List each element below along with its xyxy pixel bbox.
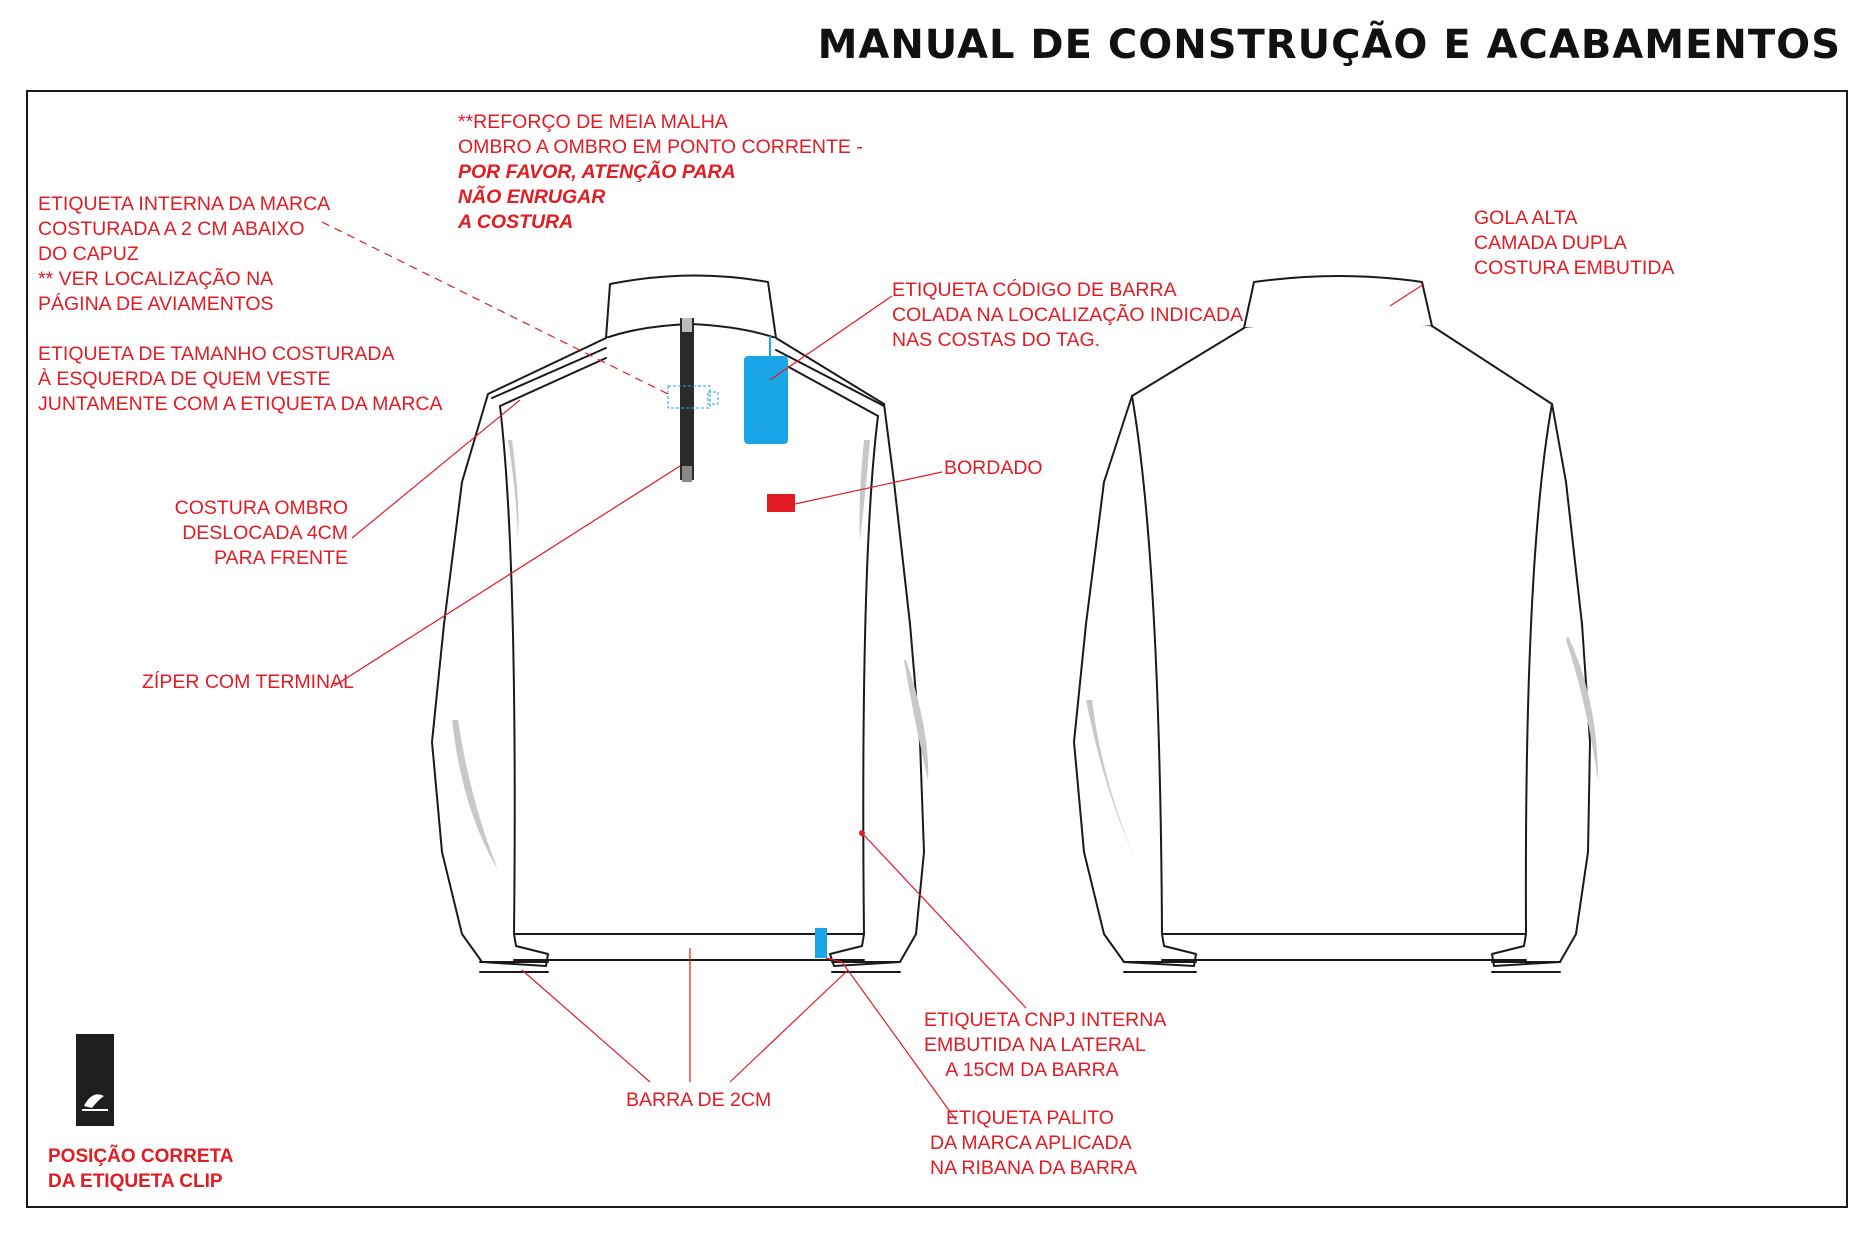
callout-etiqueta-tamanho-line: ETIQUETA DE TAMANHO COSTURADA (38, 343, 395, 365)
callout-reforco (458, 110, 863, 235)
callout-gola-line: GOLA ALTA (1474, 207, 1578, 229)
callout-cnpj-line: ETIQUETA CNPJ INTERNA (924, 1009, 1167, 1031)
zipper-top-stop (682, 318, 692, 332)
leader-codigo-barra (770, 296, 892, 380)
callout-costura-ombro-line: COSTURA OMBRO (174, 497, 348, 519)
callout-cnpj (924, 1008, 1167, 1083)
zipper (680, 318, 694, 480)
callout-codigo-barra-line: COLADA NA LOCALIZAÇÃO INDICADA (892, 304, 1244, 326)
callout-etiqueta-interna (38, 192, 330, 317)
page-title: MANUAL DE CONSTRUÇÃO E ACABAMENTOS (817, 22, 1841, 68)
callout-codigo-barra (892, 278, 1243, 353)
callout-gola (1474, 206, 1674, 281)
leader-barra-right (730, 970, 848, 1082)
callout-bordado (944, 456, 1043, 481)
back-hem-band (1162, 934, 1526, 960)
callout-barra-line: BARRA DE 2CM (626, 1089, 772, 1111)
callout-etiqueta-interna-line: ETIQUETA INTERNA DA MARCA (38, 193, 331, 215)
callout-etiqueta-interna-line: PÁGINA DE AVIAMENTOS (38, 293, 274, 315)
callout-reforco-line: A COSTURA (458, 211, 574, 233)
callout-gola-line: CAMADA DUPLA (1474, 232, 1627, 254)
callout-ziper (142, 670, 354, 695)
callout-etiqueta-interna-line: ** VER LOCALIZAÇÃO NA (38, 268, 274, 290)
leader-barra-left (522, 970, 650, 1082)
callout-bordado-line: BORDADO (944, 457, 1043, 479)
callout-costura-ombro (160, 496, 348, 571)
embroidery-patch-icon (767, 494, 795, 512)
callout-ziper-line: ZÍPER COM TERMINAL (142, 671, 354, 693)
clip-label-line: POSIÇÃO CORRETA (48, 1146, 234, 1167)
back-collar (1244, 276, 1432, 333)
callout-codigo-barra-line: NAS COSTAS DO TAG. (892, 329, 1101, 351)
callout-reforco-line: POR FAVOR, ATENÇÃO PARA (458, 161, 736, 183)
callout-reforco-line: NÃO ENRUGAR (458, 186, 606, 208)
callout-etiqueta-interna-line: DO CAPUZ (38, 243, 139, 265)
callout-costura-ombro-line: PARA FRENTE (214, 547, 348, 569)
back-body (1074, 326, 1590, 966)
front-view (432, 275, 924, 972)
callout-etiqueta-tamanho-line: JUNTAMENTE COM A ETIQUETA DA MARCA (38, 393, 443, 415)
callout-etiqueta-tamanho (38, 342, 443, 417)
callout-palito (930, 1106, 1137, 1181)
callout-cnpj-line: EMBUTIDA NA LATERAL (924, 1034, 1146, 1056)
palito-label (815, 928, 827, 958)
front-body (432, 338, 924, 966)
callout-palito-line: NA RIBANA DA BARRA (930, 1157, 1137, 1179)
zipper-puller (682, 466, 692, 482)
callout-reforco-line: OMBRO A OMBRO EM PONTO CORRENTE - (458, 136, 863, 158)
brand-wave-logo-icon (76, 1034, 114, 1126)
callout-codigo-barra-line: ETIQUETA CÓDIGO DE BARRA (892, 279, 1177, 301)
callout-etiqueta-tamanho-line: À ESQUERDA DE QUEM VESTE (38, 368, 331, 390)
callout-costura-ombro-line: DESLOCADA 4CM (182, 522, 348, 544)
clip-label (48, 1144, 233, 1194)
callout-etiqueta-interna-line: COSTURADA A 2 CM ABAIXO (38, 218, 305, 240)
callout-reforco-line: **REFORÇO DE MEIA MALHA (458, 111, 728, 133)
front-hem-band (514, 934, 864, 960)
clip-label-line: DA ETIQUETA CLIP (48, 1171, 223, 1192)
callout-barra (626, 1088, 771, 1113)
callout-gola-line: COSTURA EMBUTIDA (1474, 257, 1675, 279)
callout-cnpj-line: A 15CM DA BARRA (945, 1059, 1119, 1081)
callout-palito-line: DA MARCA APLICADA (930, 1132, 1132, 1154)
back-view (1074, 276, 1590, 972)
callout-palito-line: ETIQUETA PALITO (946, 1107, 1114, 1129)
